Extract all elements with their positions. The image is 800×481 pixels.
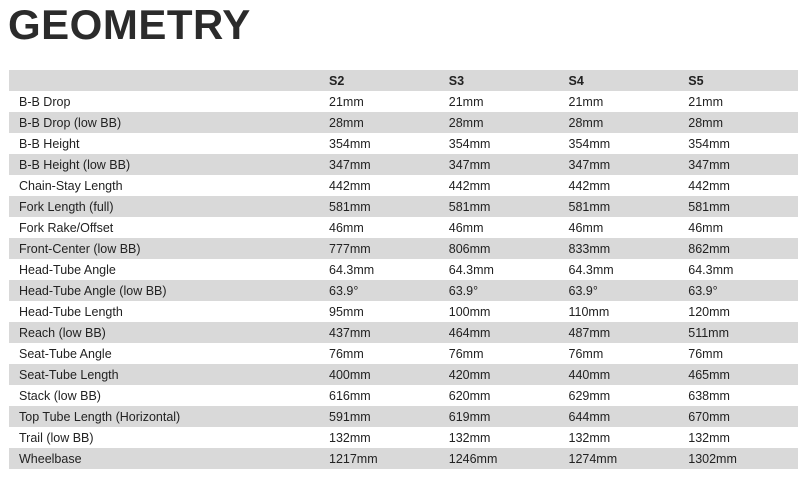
cell-value: 581mm xyxy=(559,196,679,217)
cell-value: 76mm xyxy=(439,343,559,364)
column-header-label xyxy=(9,70,319,91)
column-header-s3: S3 xyxy=(439,70,559,91)
cell-value: 64.3mm xyxy=(678,259,798,280)
cell-value: 862mm xyxy=(678,238,798,259)
cell-value: 28mm xyxy=(319,112,439,133)
table-row xyxy=(9,196,798,217)
cell-value: 442mm xyxy=(559,175,679,196)
cell-value: 28mm xyxy=(678,112,798,133)
cell-value: 420mm xyxy=(439,364,559,385)
table-row xyxy=(9,301,798,322)
cell-value: 63.9° xyxy=(439,280,559,301)
table-row xyxy=(9,343,798,364)
table-row xyxy=(9,91,798,112)
cell-value: 777mm xyxy=(319,238,439,259)
row-label: Fork Length (full) xyxy=(9,196,319,217)
cell-value: 581mm xyxy=(439,196,559,217)
table-row xyxy=(9,427,798,448)
cell-value: 132mm xyxy=(439,427,559,448)
row-label: B-B Height xyxy=(9,133,319,154)
cell-value: 46mm xyxy=(319,217,439,238)
cell-value: 132mm xyxy=(559,427,679,448)
cell-value: 76mm xyxy=(559,343,679,364)
row-label: Reach (low BB) xyxy=(9,322,319,343)
cell-value: 46mm xyxy=(559,217,679,238)
cell-value: 21mm xyxy=(559,91,679,112)
cell-value: 1302mm xyxy=(678,448,798,469)
table-row xyxy=(9,385,798,406)
cell-value: 354mm xyxy=(319,133,439,154)
table-row xyxy=(9,154,798,175)
page-title: GEOMETRY xyxy=(8,1,251,48)
row-label: Top Tube Length (Horizontal) xyxy=(9,406,319,427)
row-label: Stack (low BB) xyxy=(9,385,319,406)
cell-value: 581mm xyxy=(678,196,798,217)
cell-value: 28mm xyxy=(439,112,559,133)
row-label: Seat-Tube Length xyxy=(9,364,319,385)
table-row xyxy=(9,259,798,280)
row-label: Head-Tube Angle xyxy=(9,259,319,280)
cell-value: 440mm xyxy=(559,364,679,385)
cell-value: 442mm xyxy=(678,175,798,196)
cell-value: 354mm xyxy=(439,133,559,154)
cell-value: 464mm xyxy=(439,322,559,343)
cell-value: 638mm xyxy=(678,385,798,406)
cell-value: 487mm xyxy=(559,322,679,343)
table-row xyxy=(9,238,798,259)
cell-value: 616mm xyxy=(319,385,439,406)
column-header-s4: S4 xyxy=(559,70,679,91)
cell-value: 110mm xyxy=(559,301,679,322)
cell-value: 347mm xyxy=(439,154,559,175)
row-label: Wheelbase xyxy=(9,448,319,469)
geometry-table xyxy=(9,70,798,469)
cell-value: 21mm xyxy=(439,91,559,112)
cell-value: 442mm xyxy=(439,175,559,196)
cell-value: 511mm xyxy=(678,322,798,343)
row-label: Seat-Tube Angle xyxy=(9,343,319,364)
table-row xyxy=(9,406,798,427)
cell-value: 629mm xyxy=(559,385,679,406)
table-header-row xyxy=(9,70,798,91)
cell-value: 95mm xyxy=(319,301,439,322)
column-header-s2: S2 xyxy=(319,70,439,91)
cell-value: 132mm xyxy=(319,427,439,448)
cell-value: 76mm xyxy=(678,343,798,364)
table-row xyxy=(9,364,798,385)
cell-value: 64.3mm xyxy=(439,259,559,280)
cell-value: 833mm xyxy=(559,238,679,259)
row-label: B-B Drop (low BB) xyxy=(9,112,319,133)
cell-value: 442mm xyxy=(319,175,439,196)
row-label: Head-Tube Angle (low BB) xyxy=(9,280,319,301)
row-label: B-B Height (low BB) xyxy=(9,154,319,175)
table-row xyxy=(9,217,798,238)
cell-value: 644mm xyxy=(559,406,679,427)
cell-value: 347mm xyxy=(319,154,439,175)
cell-value: 1246mm xyxy=(439,448,559,469)
row-label: Trail (low BB) xyxy=(9,427,319,448)
cell-value: 670mm xyxy=(678,406,798,427)
cell-value: 21mm xyxy=(319,91,439,112)
cell-value: 132mm xyxy=(678,427,798,448)
cell-value: 100mm xyxy=(439,301,559,322)
cell-value: 591mm xyxy=(319,406,439,427)
table-row xyxy=(9,112,798,133)
cell-value: 620mm xyxy=(439,385,559,406)
cell-value: 64.3mm xyxy=(319,259,439,280)
cell-value: 400mm xyxy=(319,364,439,385)
table-row xyxy=(9,448,798,469)
cell-value: 619mm xyxy=(439,406,559,427)
row-label: B-B Drop xyxy=(9,91,319,112)
cell-value: 46mm xyxy=(439,217,559,238)
cell-value: 28mm xyxy=(559,112,679,133)
row-label: Chain-Stay Length xyxy=(9,175,319,196)
cell-value: 64.3mm xyxy=(559,259,679,280)
table-row xyxy=(9,322,798,343)
cell-value: 347mm xyxy=(678,154,798,175)
cell-value: 581mm xyxy=(319,196,439,217)
cell-value: 347mm xyxy=(559,154,679,175)
row-label: Fork Rake/Offset xyxy=(9,217,319,238)
table-row xyxy=(9,280,798,301)
table-row xyxy=(9,175,798,196)
cell-value: 120mm xyxy=(678,301,798,322)
row-label: Head-Tube Length xyxy=(9,301,319,322)
cell-value: 437mm xyxy=(319,322,439,343)
cell-value: 46mm xyxy=(678,217,798,238)
cell-value: 1274mm xyxy=(559,448,679,469)
cell-value: 63.9° xyxy=(319,280,439,301)
cell-value: 76mm xyxy=(319,343,439,364)
cell-value: 465mm xyxy=(678,364,798,385)
cell-value: 354mm xyxy=(678,133,798,154)
table-body xyxy=(9,91,798,469)
row-label: Front-Center (low BB) xyxy=(9,238,319,259)
cell-value: 806mm xyxy=(439,238,559,259)
cell-value: 63.9° xyxy=(678,280,798,301)
cell-value: 354mm xyxy=(559,133,679,154)
table-row xyxy=(9,133,798,154)
column-header-s5: S5 xyxy=(678,70,798,91)
cell-value: 63.9° xyxy=(559,280,679,301)
cell-value: 1217mm xyxy=(319,448,439,469)
cell-value: 21mm xyxy=(678,91,798,112)
